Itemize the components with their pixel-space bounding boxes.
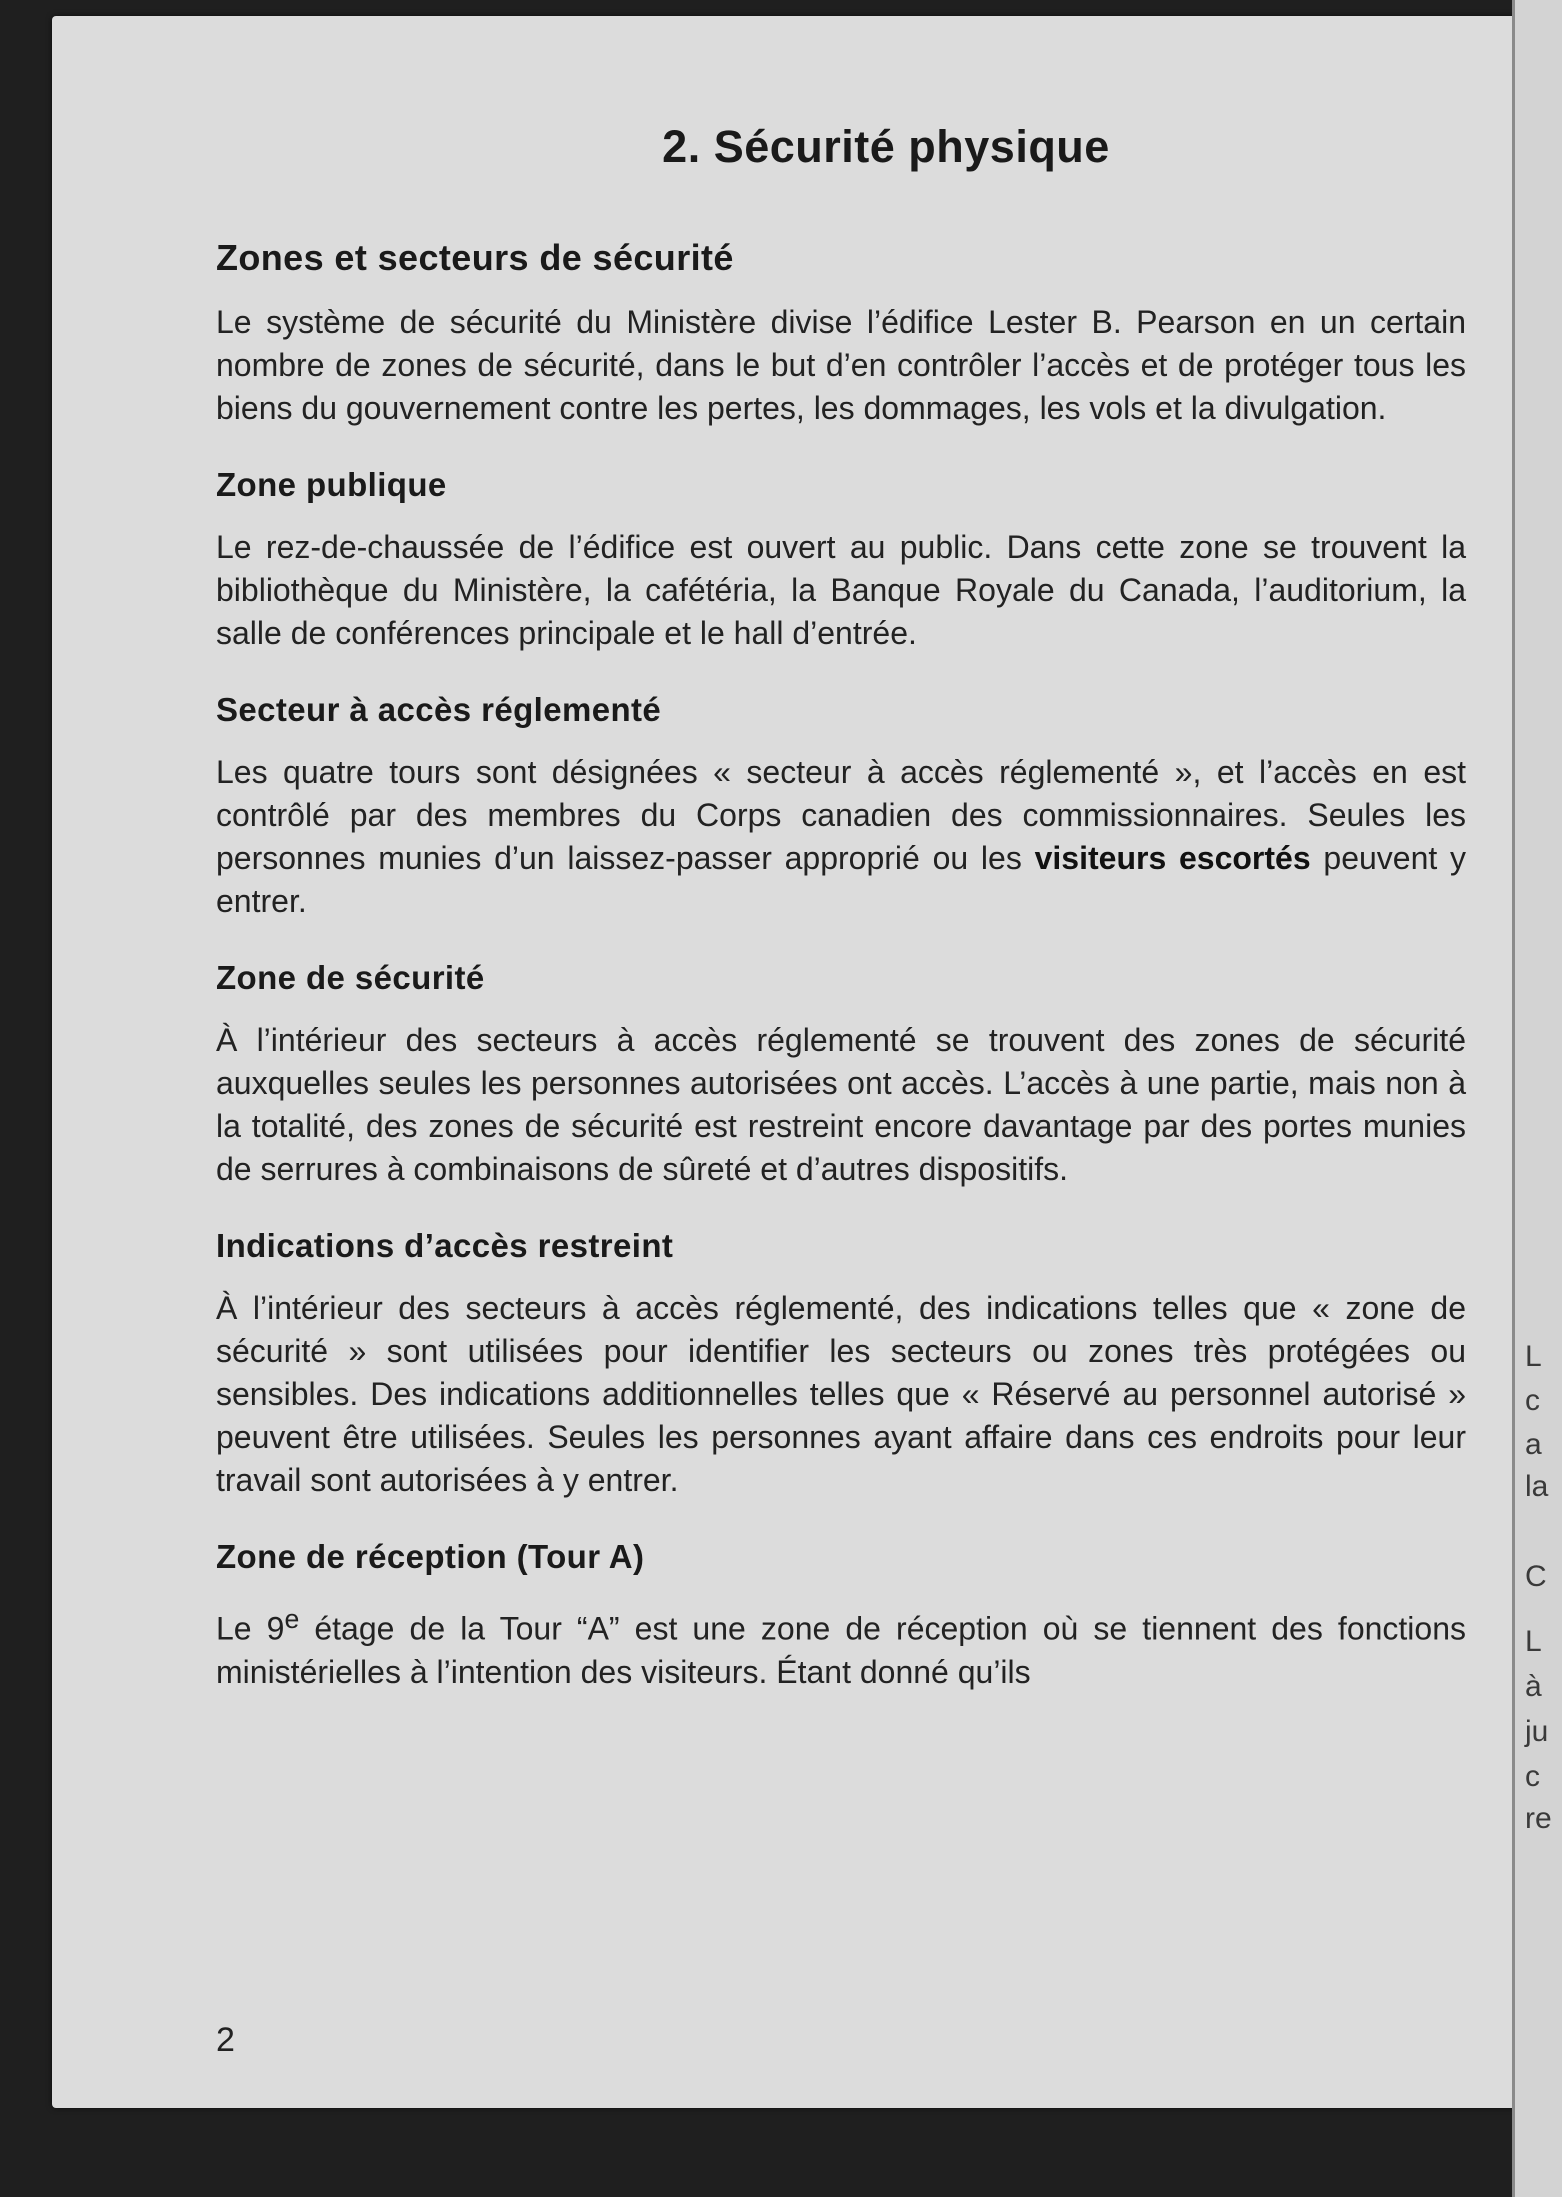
section-indications-acces-restreint [216, 1227, 1466, 1502]
section-heading: Indications d’accès restreint [216, 1227, 674, 1264]
facing-page-fragment: re [1525, 1802, 1552, 1835]
facing-page-fragment: la [1525, 1470, 1549, 1503]
section-heading: Zone de réception (Tour A) [216, 1538, 645, 1575]
section-body: À l’intérieur des secteurs à accès réglementé se trouvent des zones de sécurité auxquelles seules les personnes autorisées ont accès. L’accès à une partie, mais non à la totalité, des zones de sécurité est restreint encore davantage par des portes munies de serrures à combinaisons de sûreté et d’autres dispositifs. [216, 1022, 1466, 1187]
body-text: peuvent y entrer. [216, 840, 1467, 919]
section-body [216, 1598, 1466, 1694]
facing-page-fragment: C [1525, 1560, 1547, 1593]
section-body: Le rez-de-chaussée de l’édifice est ouvert au public. Dans cette zone se trouvent la bibliothèque du Ministère, la cafétéria, la Banque Royale du Canada, l’auditorium, la salle de conférences principale et le hall d’entrée. [216, 529, 1466, 651]
facing-page-fragment: à [1525, 1670, 1542, 1703]
bold-text: visiteurs escortés [1034, 840, 1311, 876]
section-heading: Zone publique [216, 466, 447, 503]
section-body [216, 751, 1466, 923]
section-zone-de-reception [216, 1538, 1466, 1694]
superscript: e [284, 1604, 300, 1634]
facing-page-fragment: c [1525, 1384, 1540, 1417]
facing-page-fragment: a [1525, 1428, 1542, 1461]
section-zone-de-securite [216, 959, 1466, 1191]
section-body: Le système de sécurité du Ministère divise l’édifice Lester B. Pearson en un certain nombre de zones de sécurité, dans le but d’en contrôler l’accès et de protéger tous les biens du gouvernement contre les pertes, les dommages, les vols et la divulgation. [216, 304, 1466, 426]
page-title: 2. Sécurité physique [662, 121, 1110, 172]
section-zones-secteurs [216, 237, 1466, 430]
section-heading: Zones et secteurs de sécurité [216, 237, 734, 278]
facing-page-fragment: L [1525, 1340, 1542, 1373]
section-heading: Zone de sécurité [216, 959, 485, 996]
section-secteur-acces-reglemente [216, 691, 1466, 923]
page-content [216, 121, 1466, 1730]
document-page [52, 16, 1522, 2108]
section-zone-publique [216, 466, 1466, 655]
section-body: À l’intérieur des secteurs à accès réglementé, des indications telles que « zone de sécurité » sont utilisées pour identifier les secteurs ou zones très protégées ou sensibles. Des indications additionnelles telles que « Réservé au personnel autorisé » peuvent être utilisées. Seules les personnes ayant affaire dans ces endroits pour leur travail sont autorisées à y entrer. [216, 1290, 1466, 1498]
facing-page-fragment: ju [1525, 1715, 1549, 1748]
facing-page-fragment: c [1525, 1760, 1540, 1793]
body-text: Les quatre tours sont désignées « secteur à accès réglementé », et l’accès en est contrôlé par des membres du Corps canadien des commissionnaires. Seules les personnes munies d’un laissez-passer approprié ou les [216, 754, 1466, 876]
facing-page-fragment: L [1525, 1625, 1542, 1658]
section-heading: Secteur à accès réglementé [216, 691, 662, 728]
body-text: Le 9 [216, 1610, 285, 1647]
facing-page-edge [1512, 0, 1562, 2197]
page-number: 2 [216, 2021, 235, 2059]
body-text: étage de la Tour “A” est une zone de réception où se tiennent des fonctions ministérielles à l’intention des visiteurs. Étant donné qu’ils [216, 1610, 1467, 1690]
